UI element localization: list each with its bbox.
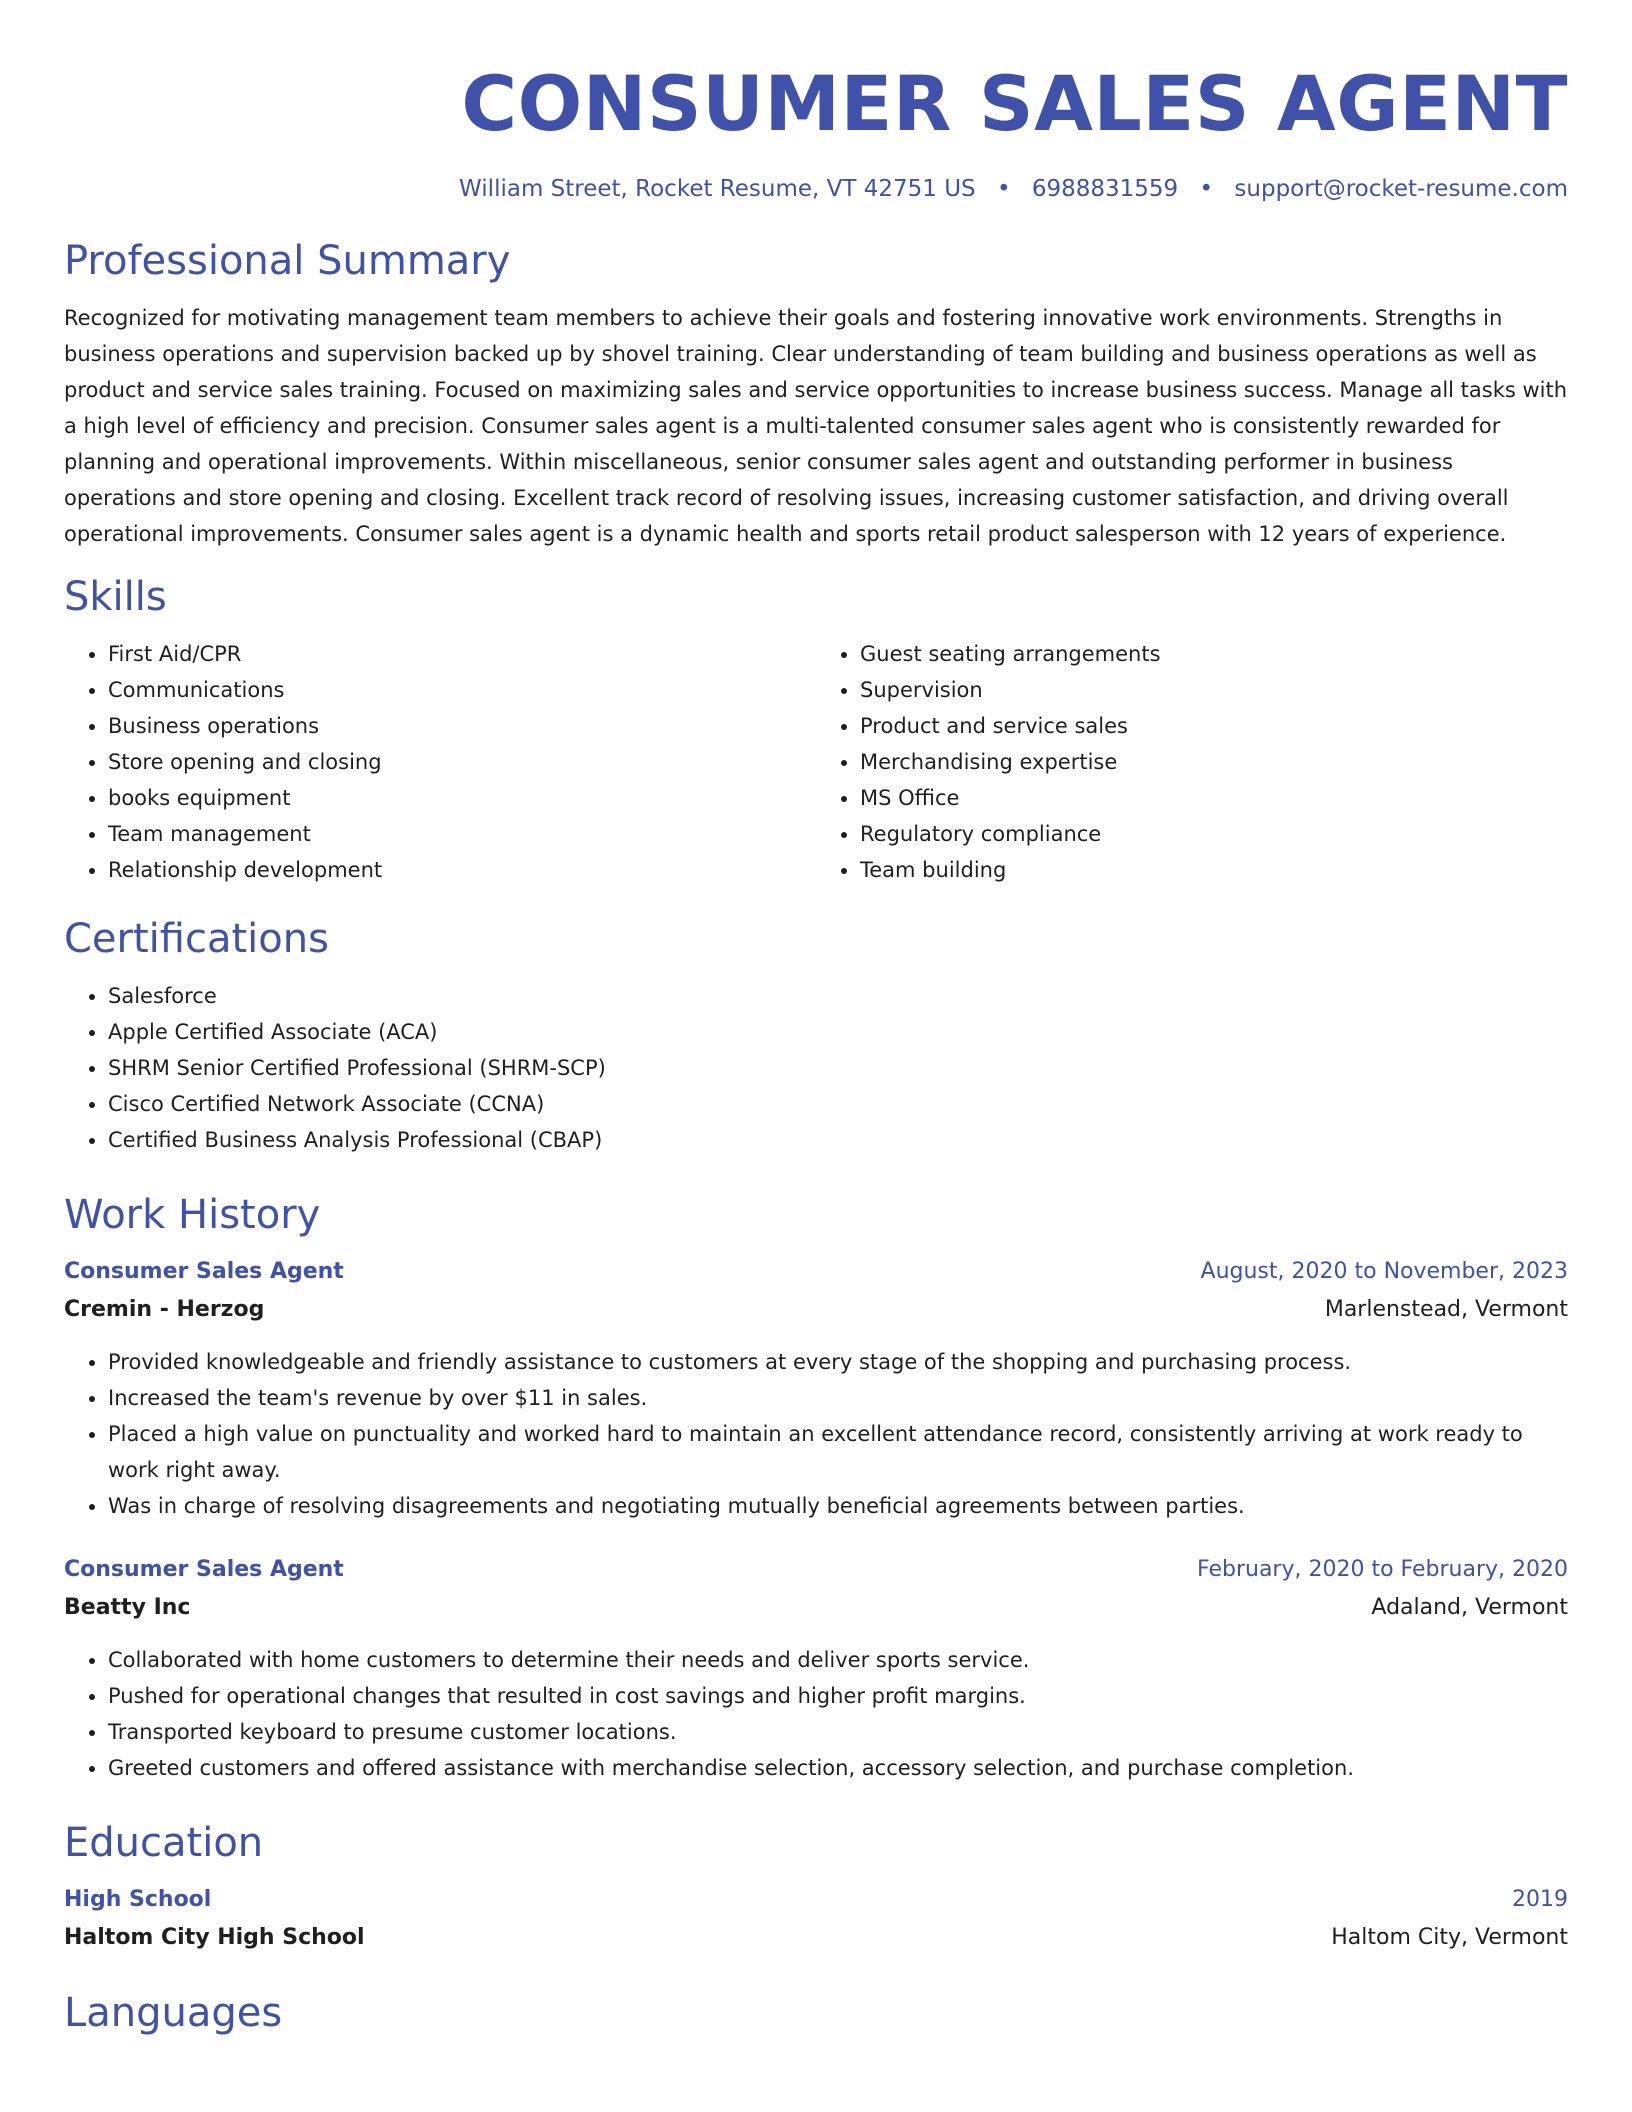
list-item: • Apple Certified Associate (ACA): [108, 1014, 1568, 1050]
skills-section: [64, 572, 1568, 888]
list-item: • Team management: [108, 816, 816, 852]
skills-heading: Skills: [64, 574, 167, 620]
list-item: • SHRM Senior Certified Professional (SHRM-SCP): [108, 1050, 1568, 1086]
certifications-list: [64, 978, 1568, 1158]
job-bullets: [64, 1642, 1568, 1786]
contact-address: William Street, Rocket Resume, VT 42751 US: [459, 176, 976, 202]
education-section: [64, 1818, 1568, 1956]
list-item: • Product and service sales: [860, 708, 1568, 744]
list-item: • MS Office: [860, 780, 1568, 816]
list-item: • Certified Business Analysis Professional (CBAP): [108, 1122, 1568, 1158]
certifications-heading: Certifications: [64, 916, 329, 962]
list-item: • Supervision: [860, 672, 1568, 708]
languages-section: [64, 1988, 1568, 2038]
education-header: [64, 1882, 1568, 1918]
list-item: • Merchandising expertise: [860, 744, 1568, 780]
list-item: • First Aid/CPR: [108, 636, 816, 672]
list-item: • Salesforce: [108, 978, 1568, 1014]
list-item: • Communications: [108, 672, 816, 708]
contact-separator: •: [1199, 176, 1214, 202]
contact-separator: •: [996, 176, 1011, 202]
education-school: Haltom City High School: [64, 1925, 365, 1950]
list-item: • Pushed for operational changes that resulted in cost savings and higher profit margins.: [108, 1678, 1568, 1714]
job-dates: August, 2020 to November, 2023: [1200, 1259, 1568, 1284]
job-entry: [64, 1254, 1568, 1524]
job-location: Marlenstead, Vermont: [1324, 1297, 1568, 1322]
job-role: Consumer Sales Agent: [64, 1557, 344, 1582]
job-dates: February, 2020 to February, 2020: [1197, 1557, 1568, 1582]
contact-line: [64, 174, 1568, 204]
education-location: Haltom City, Vermont: [1331, 1925, 1568, 1950]
work-section: [64, 1190, 1568, 1786]
job-subheader: [64, 1292, 1568, 1328]
education-subheader: [64, 1920, 1568, 1956]
list-item: • Team building: [860, 852, 1568, 888]
list-item: • Store opening and closing: [108, 744, 816, 780]
job-location: Adaland, Vermont: [1371, 1595, 1568, 1620]
list-item: • Collaborated with home customers to determine their needs and deliver sports service.: [108, 1642, 1568, 1678]
summary-text: Recognized for motivating management team members to achieve their goals and fostering innovative work environments. Strengths in business operations and supervision backed up by shovel training. Clear understanding of team building and business operations as well as product and service sales training. Focused on maximizing sales and service opportunities to increase business success. Manage all tasks with a high level of efficiency and precision. Consumer sales agent is a multi-talented consumer sales agent who is consistently rewarded for planning and operational improvements. Within miscellaneous, senior consumer sales agent and outstanding performer in business operations and store opening and closing. Excellent track record of resolving issues, increasing customer satisfaction, and driving overall operational improvements. Consumer sales agent is a dynamic health and sports retail product salesperson with 12 years of experience.: [64, 306, 1568, 546]
list-item: • Business operations: [108, 708, 816, 744]
education-degree: High School: [64, 1887, 212, 1912]
resume-title: CONSUMER SALES AGENT: [461, 59, 1568, 148]
job-bullets: [64, 1344, 1568, 1524]
list-item: • Transported keyboard to presume customer locations.: [108, 1714, 1568, 1750]
education-year: 2019: [1512, 1887, 1568, 1912]
skills-right-list: [816, 636, 1568, 888]
work-heading: Work History: [64, 1192, 321, 1238]
skills-left-list: [64, 636, 816, 888]
job-header: [64, 1552, 1568, 1588]
list-item: • Guest seating arrangements: [860, 636, 1568, 672]
list-item: • Relationship development: [108, 852, 816, 888]
job-company: Cremin - Herzog: [64, 1297, 265, 1322]
list-item: • Was in charge of resolving disagreements and negotiating mutually beneficial agreements between parties.: [108, 1488, 1568, 1524]
summary-section: [64, 236, 1568, 552]
certifications-section: [64, 914, 1568, 1158]
job-role: Consumer Sales Agent: [64, 1259, 344, 1284]
contact-email: support@rocket-resume.com: [1234, 176, 1568, 202]
list-item: • books equipment: [108, 780, 816, 816]
languages-heading: Languages: [64, 1990, 283, 2036]
job-subheader: [64, 1590, 1568, 1626]
job-entry: [64, 1552, 1568, 1786]
list-item: • Cisco Certified Network Associate (CCNA): [108, 1086, 1568, 1122]
list-item: • Greeted customers and offered assistance with merchandise selection, accessory selection, and purchase completion.: [108, 1750, 1568, 1786]
list-item: • Placed a high value on punctuality and worked hard to maintain an excellent attendance record, consistently arriving at work ready to work right away.: [108, 1416, 1568, 1488]
list-item: • Provided knowledgeable and friendly assistance to customers at every stage of the shopping and purchasing process.: [108, 1344, 1568, 1380]
education-heading: Education: [64, 1820, 264, 1866]
skills-columns: [64, 636, 1568, 888]
contact-phone: 6988831559: [1031, 176, 1179, 202]
list-item: • Increased the team's revenue by over $11 in sales.: [108, 1380, 1568, 1416]
summary-heading: Professional Summary: [64, 238, 511, 284]
job-header: [64, 1254, 1568, 1290]
job-company: Beatty Inc: [64, 1595, 191, 1620]
list-item: • Regulatory compliance: [860, 816, 1568, 852]
